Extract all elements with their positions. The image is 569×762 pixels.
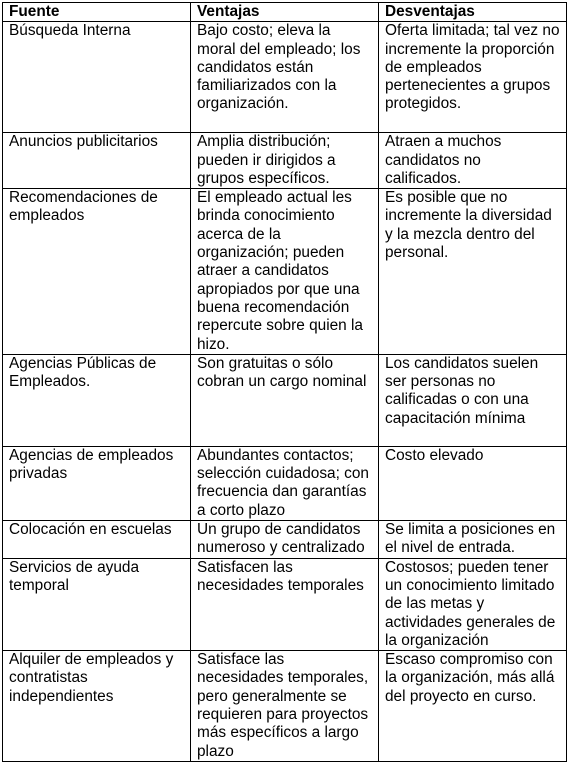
table-row — [3, 521, 567, 559]
cell-fuente: Recomendaciones de empleados — [3, 189, 191, 355]
cell-fuente: Búsqueda Interna — [3, 22, 191, 133]
table-row — [3, 133, 567, 189]
cell-desventajas: Atraen a muchos candidatos no calificados. — [379, 133, 567, 189]
cell-desventajas: Se limita a posiciones en el nivel de entrada. — [379, 521, 567, 559]
header-ventajas: Ventajas — [191, 3, 379, 22]
cell-desventajas: Los candidatos suelen ser personas no calificadas o con una capacitación mínima — [379, 354, 567, 446]
cell-desventajas: Oferta limitada; tal vez no incremente la proporción de empleados pertenecientes a grupos protegidos. — [379, 22, 567, 133]
header-fuente: Fuente — [3, 3, 191, 22]
cell-desventajas: Costosos; pueden tener un conocimiento limitado de las metas y actividades generales de la organización — [379, 558, 567, 650]
cell-ventajas: Satisfacen las necesidades temporales — [191, 558, 379, 650]
cell-ventajas: Un grupo de candidatos numeroso y centralizado — [191, 521, 379, 559]
cell-fuente: Anuncios publicitarios — [3, 133, 191, 189]
table-row — [3, 22, 567, 133]
header-desventajas: Desventajas — [379, 3, 567, 22]
cell-ventajas: Amplia distribución; pueden ir dirigidos a grupos específicos. — [191, 133, 379, 189]
table-row — [3, 354, 567, 446]
cell-ventajas: El empleado actual les brinda conocimiento acerca de la organización; pueden atraer a candidatos apropiados por que una buena recomendación repercute sobre quien la hizo. — [191, 189, 379, 355]
cell-fuente: Agencias Públicas de Empleados. — [3, 354, 191, 446]
table-row — [3, 651, 567, 762]
cell-fuente: Alquiler de empleados y contratistas independientes — [3, 651, 191, 762]
cell-fuente: Servicios de ayuda temporal — [3, 558, 191, 650]
cell-desventajas: Escaso compromiso con la organización, más allá del proyecto en curso. — [379, 651, 567, 762]
cell-fuente: Agencias de empleados privadas — [3, 446, 191, 520]
cell-desventajas: Es posible que no incremente la diversidad y la mezcla dentro del personal. — [379, 189, 567, 355]
cell-ventajas: Son gratuitas o sólo cobran un cargo nominal — [191, 354, 379, 446]
cell-fuente: Colocación en escuelas — [3, 521, 191, 559]
table-row — [3, 189, 567, 355]
cell-ventajas: Abundantes contactos; selección cuidadosa; con frecuencia dan garantías a corto plazo — [191, 446, 379, 520]
table-row — [3, 558, 567, 650]
recruitment-sources-table — [2, 2, 567, 762]
cell-desventajas: Costo elevado — [379, 446, 567, 520]
cell-ventajas: Satisface las necesidades temporales, pero generalmente se requieren para proyectos más específicos a largo plazo — [191, 651, 379, 762]
table-row — [3, 446, 567, 520]
table-header-row — [3, 3, 567, 22]
cell-ventajas: Bajo costo; eleva la moral del empleado; los candidatos están familiarizados con la organización. — [191, 22, 379, 133]
